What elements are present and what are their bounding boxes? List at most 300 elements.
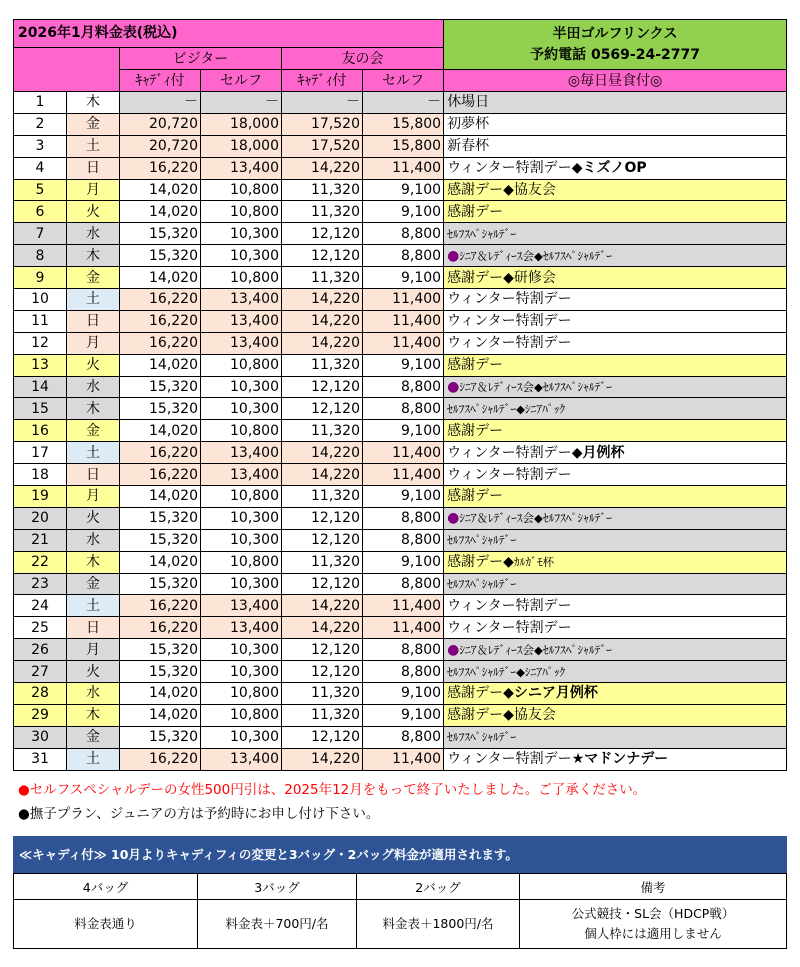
price-m-self: 9,100	[363, 179, 444, 201]
price-v-caddie: －	[120, 92, 201, 114]
event-cell	[444, 310, 787, 332]
price-m-caddie: 12,120	[282, 223, 363, 245]
price-m-self: 9,100	[363, 704, 444, 726]
price-v-caddie: 14,020	[120, 683, 201, 705]
event-cell	[444, 442, 787, 464]
purple-dot-icon: ●	[447, 510, 460, 527]
price-m-self: 11,400	[363, 464, 444, 486]
header-visitor: ビジター	[120, 48, 282, 70]
price-m-caddie: 12,120	[282, 245, 363, 267]
price-m-self: 11,400	[363, 289, 444, 311]
event-label: ｾﾙﾌｽﾍﾟｼｬﾙﾃﾞｰ◆ｼﾆｱﾊﾟｯｸ	[447, 664, 566, 679]
price-sheet	[13, 19, 787, 771]
weekday-cell: 日	[67, 617, 120, 639]
price-v-self: 10,800	[201, 267, 282, 289]
event-label: 感謝デー◆	[447, 554, 514, 571]
day-cell: 28	[14, 683, 67, 705]
price-m-self: 9,100	[363, 683, 444, 705]
event-label: 感謝デー	[447, 357, 504, 374]
table-row	[14, 704, 787, 726]
table-row	[14, 617, 787, 639]
event-cell	[444, 92, 787, 114]
price-m-caddie: 17,520	[282, 113, 363, 135]
price-v-self: 10,800	[201, 704, 282, 726]
event-cell	[444, 179, 787, 201]
price-v-self: 13,400	[201, 289, 282, 311]
caddie-value-3bag: 料金表＋700円/名	[198, 900, 357, 949]
event-label: 感謝デー◆研修会	[447, 269, 556, 286]
event-label: ウィンター特割デー	[447, 291, 572, 308]
weekday-cell: 水	[67, 223, 120, 245]
price-v-self: 10,800	[201, 354, 282, 376]
price-v-caddie: 15,320	[120, 639, 201, 661]
event-cell	[444, 726, 787, 748]
price-m-caddie: 14,220	[282, 464, 363, 486]
event-cell	[444, 354, 787, 376]
day-cell: 14	[14, 376, 67, 398]
header-member: 友の会	[282, 48, 444, 70]
event-label: ウィンター特割デー	[447, 751, 572, 768]
weekday-cell: 水	[67, 683, 120, 705]
day-cell: 3	[14, 135, 67, 157]
event-cell	[444, 617, 787, 639]
price-v-self: 10,800	[201, 551, 282, 573]
price-m-caddie: 14,220	[282, 595, 363, 617]
event-label: ｾﾙﾌｽﾍﾟｼｬﾙﾃﾞｰ	[447, 226, 517, 241]
event-label: ウィンター特割デー	[447, 313, 572, 330]
price-v-self: 10,300	[201, 507, 282, 529]
day-cell: 16	[14, 420, 67, 442]
day-cell: 23	[14, 573, 67, 595]
table-row	[14, 376, 787, 398]
purple-dot-icon: ●	[447, 641, 460, 658]
price-v-caddie: 14,020	[120, 704, 201, 726]
table-row	[14, 113, 787, 135]
weekday-cell: 土	[67, 442, 120, 464]
price-v-caddie: 14,020	[120, 267, 201, 289]
purple-dot-icon: ●	[447, 379, 460, 396]
event-label: 休場日	[447, 94, 490, 111]
price-v-caddie: 16,220	[120, 595, 201, 617]
header-blank	[14, 48, 120, 92]
event-highlight: ◆シニア月例杯	[503, 685, 598, 702]
table-row	[14, 354, 787, 376]
price-m-self: 8,800	[363, 639, 444, 661]
weekday-cell: 土	[67, 595, 120, 617]
price-m-self: 8,800	[363, 529, 444, 551]
weekday-cell: 日	[67, 310, 120, 332]
event-label: ｾﾙﾌｽﾍﾟｼｬﾙﾃﾞｰ	[447, 533, 517, 548]
table-row	[14, 223, 787, 245]
price-m-self: 15,800	[363, 135, 444, 157]
price-v-self: －	[201, 92, 282, 114]
event-label: ｼﾆｱ＆ﾚﾃﾞｨｰｽ会◆ｾﾙﾌｽﾍﾟｼｬﾙﾃﾞｰ	[459, 511, 612, 526]
price-v-self: 10,300	[201, 223, 282, 245]
price-m-self: 9,100	[363, 486, 444, 508]
caddie-section	[13, 836, 787, 949]
event-cell	[444, 201, 787, 223]
event-cell	[444, 551, 787, 573]
event-label: ｼﾆｱ＆ﾚﾃﾞｨｰｽ会◆ｾﾙﾌｽﾍﾟｼｬﾙﾃﾞｰ	[459, 380, 612, 395]
price-v-caddie: 14,020	[120, 354, 201, 376]
table-row	[14, 245, 787, 267]
price-m-caddie: 14,220	[282, 157, 363, 179]
price-v-self: 10,300	[201, 398, 282, 420]
price-table	[13, 19, 787, 771]
day-cell: 31	[14, 748, 67, 770]
price-v-self: 13,400	[201, 617, 282, 639]
price-m-caddie: 11,320	[282, 179, 363, 201]
price-v-caddie: 16,220	[120, 442, 201, 464]
weekday-cell: 日	[67, 464, 120, 486]
table-row	[14, 398, 787, 420]
price-v-self: 10,300	[201, 639, 282, 661]
price-v-caddie: 15,320	[120, 245, 201, 267]
event-cell	[444, 157, 787, 179]
price-v-caddie: 15,320	[120, 573, 201, 595]
table-row	[14, 332, 787, 354]
weekday-cell: 月	[67, 639, 120, 661]
event-cell	[444, 464, 787, 486]
day-cell: 26	[14, 639, 67, 661]
event-cell	[444, 245, 787, 267]
day-cell: 18	[14, 464, 67, 486]
weekday-cell: 月	[67, 332, 120, 354]
event-label: ウィンター特割デー	[447, 335, 572, 352]
table-row	[14, 442, 787, 464]
price-m-caddie: 17,520	[282, 135, 363, 157]
weekday-cell: 火	[67, 354, 120, 376]
event-cell	[444, 113, 787, 135]
event-cell	[444, 332, 787, 354]
note-black: ●撫子プラン、ジュニアの方は予約時にお申し付け下さい。	[18, 806, 380, 822]
caddie-header-3bag: 3バッグ	[198, 874, 357, 900]
table-row	[14, 201, 787, 223]
price-v-caddie: 15,320	[120, 376, 201, 398]
header-member-caddie: ｷｬﾃﾞｨ付	[282, 70, 363, 92]
event-label: 感謝デー	[447, 488, 504, 505]
caddie-remarks-line2: 個人枠には適用しません	[584, 926, 722, 941]
price-m-caddie: 11,320	[282, 354, 363, 376]
price-v-caddie: 14,020	[120, 201, 201, 223]
event-cell	[444, 748, 787, 770]
event-cell	[444, 507, 787, 529]
event-label: 新春杯	[447, 138, 490, 155]
weekday-cell: 土	[67, 135, 120, 157]
price-v-self: 10,800	[201, 683, 282, 705]
price-v-caddie: 14,020	[120, 551, 201, 573]
event-label: ｼﾆｱ＆ﾚﾃﾞｨｰｽ会◆ｾﾙﾌｽﾍﾟｼｬﾙﾃﾞｰ	[459, 642, 612, 657]
price-m-caddie: 11,320	[282, 551, 363, 573]
day-cell: 29	[14, 704, 67, 726]
weekday-cell: 水	[67, 376, 120, 398]
day-cell: 4	[14, 157, 67, 179]
price-v-self: 10,800	[201, 420, 282, 442]
event-highlight: ★マドンナデー	[571, 751, 669, 768]
price-m-self: 8,800	[363, 223, 444, 245]
weekday-cell: 金	[67, 420, 120, 442]
day-cell: 25	[14, 617, 67, 639]
price-m-self: 11,400	[363, 748, 444, 770]
price-m-caddie: 11,320	[282, 420, 363, 442]
price-v-caddie: 14,020	[120, 486, 201, 508]
price-v-self: 10,300	[201, 726, 282, 748]
price-v-self: 13,400	[201, 310, 282, 332]
price-m-caddie: 12,120	[282, 376, 363, 398]
table-row	[14, 92, 787, 114]
day-cell: 9	[14, 267, 67, 289]
price-m-caddie: 11,320	[282, 704, 363, 726]
club-name: 半田ゴルフリンクス	[552, 25, 678, 42]
page-title: 2026年1月料金表(税込)	[14, 20, 444, 48]
price-m-self: 8,800	[363, 661, 444, 683]
table-row	[14, 486, 787, 508]
caddie-value-2bag: 料金表＋1800円/名	[357, 900, 520, 949]
table-row	[14, 420, 787, 442]
weekday-cell: 土	[67, 748, 120, 770]
day-cell: 5	[14, 179, 67, 201]
price-v-caddie: 16,220	[120, 310, 201, 332]
weekday-cell: 火	[67, 201, 120, 223]
price-v-self: 10,800	[201, 201, 282, 223]
table-row	[14, 267, 787, 289]
price-m-self: 15,800	[363, 113, 444, 135]
event-cell	[444, 267, 787, 289]
price-m-self: 8,800	[363, 376, 444, 398]
price-v-caddie: 20,720	[120, 135, 201, 157]
price-m-self: 9,100	[363, 420, 444, 442]
table-row	[14, 507, 787, 529]
price-v-self: 10,300	[201, 661, 282, 683]
caddie-header-remarks: 備考	[520, 874, 787, 900]
price-m-self: 11,400	[363, 595, 444, 617]
price-v-self: 18,000	[201, 113, 282, 135]
table-row	[14, 639, 787, 661]
price-v-self: 13,400	[201, 464, 282, 486]
event-cell	[444, 223, 787, 245]
event-cell	[444, 135, 787, 157]
event-cell	[444, 376, 787, 398]
event-label: ｾﾙﾌｽﾍﾟｼｬﾙﾃﾞｰ	[447, 730, 517, 745]
event-cell	[444, 595, 787, 617]
event-label: 感謝デー	[447, 685, 504, 702]
table-row	[14, 310, 787, 332]
price-m-caddie: 14,220	[282, 289, 363, 311]
price-m-caddie: 14,220	[282, 310, 363, 332]
price-m-self: －	[363, 92, 444, 114]
caddie-remarks	[520, 900, 787, 949]
table-row	[14, 661, 787, 683]
price-m-self: 8,800	[363, 398, 444, 420]
table-row	[14, 573, 787, 595]
event-label: 初夢杯	[447, 116, 490, 133]
price-v-caddie: 16,220	[120, 332, 201, 354]
price-v-caddie: 15,320	[120, 223, 201, 245]
table-row	[14, 595, 787, 617]
caddie-header-4bag: 4バッグ	[14, 874, 198, 900]
price-m-caddie: 12,120	[282, 573, 363, 595]
weekday-cell: 火	[67, 661, 120, 683]
weekday-cell: 木	[67, 398, 120, 420]
day-cell: 7	[14, 223, 67, 245]
weekday-cell: 金	[67, 267, 120, 289]
day-cell: 27	[14, 661, 67, 683]
price-v-caddie: 20,720	[120, 113, 201, 135]
weekday-cell: 木	[67, 92, 120, 114]
price-v-caddie: 16,220	[120, 617, 201, 639]
event-cell	[444, 420, 787, 442]
price-m-caddie: 12,120	[282, 639, 363, 661]
event-highlight: ｶﾙｶﾞﾓ杯	[513, 555, 555, 570]
price-m-self: 8,800	[363, 573, 444, 595]
weekday-cell: 金	[67, 113, 120, 135]
table-row	[14, 289, 787, 311]
price-m-self: 9,100	[363, 201, 444, 223]
price-m-caddie: －	[282, 92, 363, 114]
price-m-caddie: 11,320	[282, 683, 363, 705]
price-m-self: 9,100	[363, 267, 444, 289]
event-label: ウィンター特割デー	[447, 160, 572, 177]
price-m-self: 9,100	[363, 551, 444, 573]
event-cell	[444, 529, 787, 551]
price-v-self: 13,400	[201, 442, 282, 464]
lunch-note: ◎毎日昼食付◎	[444, 70, 787, 92]
weekday-cell: 月	[67, 179, 120, 201]
weekday-cell: 木	[67, 245, 120, 267]
weekday-cell: 金	[67, 726, 120, 748]
header-visitor-caddie: ｷｬﾃﾞｨ付	[120, 70, 201, 92]
price-m-self: 11,400	[363, 332, 444, 354]
table-row	[14, 748, 787, 770]
table-row	[14, 683, 787, 705]
price-m-caddie: 12,120	[282, 529, 363, 551]
price-m-caddie: 14,220	[282, 332, 363, 354]
event-cell	[444, 683, 787, 705]
event-cell	[444, 704, 787, 726]
day-cell: 8	[14, 245, 67, 267]
day-cell: 30	[14, 726, 67, 748]
price-v-self: 10,300	[201, 529, 282, 551]
price-m-caddie: 11,320	[282, 486, 363, 508]
event-cell	[444, 573, 787, 595]
price-v-self: 10,800	[201, 486, 282, 508]
club-phone: 予約電話 0569-24-2777	[530, 46, 700, 63]
price-v-self: 13,400	[201, 332, 282, 354]
event-label: ｾﾙﾌｽﾍﾟｼｬﾙﾃﾞｰ◆ｼﾆｱﾊﾟｯｸ	[447, 401, 566, 416]
caddie-table	[13, 873, 787, 949]
price-v-caddie: 15,320	[120, 507, 201, 529]
event-cell	[444, 639, 787, 661]
price-m-caddie: 14,220	[282, 442, 363, 464]
price-v-caddie: 15,320	[120, 661, 201, 683]
price-v-self: 13,400	[201, 595, 282, 617]
caddie-banner: ≪キャディ付≫ 10月よりキャディフィの変更と3バッグ・2バッグ料金が適用されます。	[13, 836, 787, 873]
day-cell: 22	[14, 551, 67, 573]
event-label: 感謝デー◆協友会	[447, 707, 556, 724]
event-label: ｾﾙﾌｽﾍﾟｼｬﾙﾃﾞｰ	[447, 577, 517, 592]
day-cell: 13	[14, 354, 67, 376]
event-label: ウィンター特割デー	[447, 444, 572, 461]
price-v-self: 13,400	[201, 157, 282, 179]
day-cell: 20	[14, 507, 67, 529]
table-row	[14, 135, 787, 157]
price-m-self: 8,800	[363, 726, 444, 748]
price-v-self: 13,400	[201, 748, 282, 770]
price-m-caddie: 12,120	[282, 398, 363, 420]
note-red: ●セルフスペシャルデーの女性500円引は、2025年12月をもって終了いたしました。ご了承ください。	[18, 782, 647, 798]
club-info	[444, 20, 787, 70]
price-m-caddie: 12,120	[282, 507, 363, 529]
caddie-remarks-line1: 公式競技・SL会（HDCP戦）	[571, 906, 735, 921]
day-cell: 17	[14, 442, 67, 464]
day-cell: 15	[14, 398, 67, 420]
caddie-header-2bag: 2バッグ	[357, 874, 520, 900]
price-v-self: 18,000	[201, 135, 282, 157]
price-m-self: 11,400	[363, 442, 444, 464]
event-label: ウィンター特割デー	[447, 466, 572, 483]
price-v-caddie: 15,320	[120, 398, 201, 420]
price-v-caddie: 16,220	[120, 748, 201, 770]
price-m-caddie: 11,320	[282, 267, 363, 289]
weekday-cell: 日	[67, 157, 120, 179]
event-cell	[444, 486, 787, 508]
day-cell: 19	[14, 486, 67, 508]
event-label: 感謝デー◆協友会	[447, 182, 556, 198]
table-row	[14, 529, 787, 551]
price-m-caddie: 14,220	[282, 617, 363, 639]
price-m-self: 9,100	[363, 354, 444, 376]
weekday-cell: 水	[67, 529, 120, 551]
price-v-caddie: 16,220	[120, 157, 201, 179]
price-m-caddie: 11,320	[282, 201, 363, 223]
event-label: 感謝デー	[447, 422, 504, 439]
day-cell: 11	[14, 310, 67, 332]
purple-dot-icon: ●	[447, 247, 460, 264]
weekday-cell: 木	[67, 704, 120, 726]
day-cell: 2	[14, 113, 67, 135]
price-m-self: 11,400	[363, 310, 444, 332]
table-row	[14, 551, 787, 573]
event-label: ウィンター特割デー	[447, 619, 572, 636]
event-highlight: ◆ミズノOP	[571, 160, 647, 177]
weekday-cell: 木	[67, 551, 120, 573]
day-cell: 24	[14, 595, 67, 617]
price-m-self: 8,800	[363, 507, 444, 529]
header-visitor-self: セルフ	[201, 70, 282, 92]
price-v-caddie: 15,320	[120, 726, 201, 748]
price-m-caddie: 14,220	[282, 748, 363, 770]
price-v-caddie: 14,020	[120, 179, 201, 201]
price-m-self: 11,400	[363, 617, 444, 639]
day-cell: 21	[14, 529, 67, 551]
day-cell: 1	[14, 92, 67, 114]
day-cell: 12	[14, 332, 67, 354]
table-row	[14, 179, 787, 201]
day-cell: 6	[14, 201, 67, 223]
price-m-caddie: 12,120	[282, 661, 363, 683]
price-v-self: 10,300	[201, 376, 282, 398]
event-label: 感謝デー	[447, 203, 504, 220]
event-cell	[444, 661, 787, 683]
event-label: ウィンター特割デー	[447, 597, 572, 614]
weekday-cell: 土	[67, 289, 120, 311]
header-member-self: セルフ	[363, 70, 444, 92]
price-v-caddie: 16,220	[120, 464, 201, 486]
table-row	[14, 157, 787, 179]
price-v-self: 10,300	[201, 245, 282, 267]
price-v-self: 10,300	[201, 573, 282, 595]
price-m-caddie: 12,120	[282, 726, 363, 748]
